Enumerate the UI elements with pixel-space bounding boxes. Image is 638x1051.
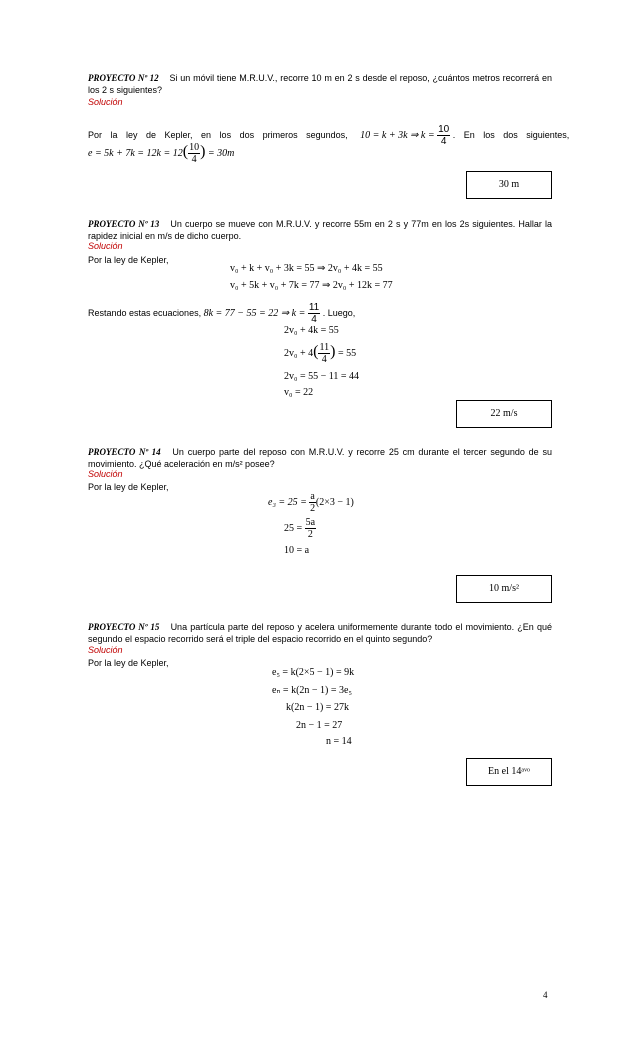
p12-label: PROYECTO Nº 12 [88,73,159,83]
p12-text2: . En los dos siguientes, [452,129,570,140]
p13-step3: 2v₀ = 55 − 11 = 44 [284,371,360,382]
p15-intro: Por la ley de Kepler, [88,658,169,668]
p12-eq1: 10 = k + 3k ⇒ k = [360,129,435,141]
p14-eq3: 10 = a [284,545,310,556]
p13-label: PROYECTO Nº 13 [88,219,160,229]
p13-eq3: 8k = 77 − 55 = 22 ⇒ k = [203,307,306,319]
p12-fraction: $\frac{10}{4}$ [438,124,450,147]
p13-answer-box: 22 m/s [456,400,552,428]
p12-solution-label: Solución [88,97,123,107]
p15-step4: 2n − 1 = 27 [296,720,343,731]
p12-text1: Por la ley de Kepler, en los dos primeros segundos, [88,129,348,140]
p13-restando: Restando estas ecuaciones, [88,307,202,318]
p15-step2: eₙ = k(2n − 1) = 3e₅ [272,685,352,696]
p12-eq2: e = 5k + 7k = 12k = 12( $\frac{10}{4}$ ) = 30m [88,142,235,165]
page-number: 4 [543,990,548,1000]
p15-step5: n = 14 [326,736,352,747]
p13-eq1: v₀ + k + v₀ + 3k = 55 ⇒ 2v₀ + 4k = 55 [230,263,383,274]
p15-question [88,621,552,645]
p15-answer-box: En el 14ᵃᵛᵒ [466,758,552,786]
p12-answer-box: 30 m [466,171,552,199]
p13-step2: 2v₀ + 4( $\frac{11}{4}$ ) = 55 [284,342,357,365]
p14-eq1: e₃ = 25 = $\frac{a}{2}$ (2×3 − 1) [268,491,354,514]
p14-intro: Por la ley de Kepler, [88,482,169,492]
p15-question-text: Una partícula parte del reposo y acelera uniformemente durante todo el movimiento. ¿En qué segundo el espacio recorrido será el triple del espacio recorrido en el quinto segundo? [88,622,552,644]
p13-luego: . Luego, [322,307,356,318]
p13-intro: Por la ley de Kepler, [88,255,169,265]
p13-question [88,218,552,242]
p14-label: PROYECTO Nº 14 [88,447,161,457]
p15-solution-label: Solución [88,645,123,655]
p13-solution-label: Solución [88,241,123,251]
p13-question-text: Un cuerpo se mueve con M.R.U.V. y recorre 55m en 2 s y 77m en los 2s siguientes. Hallar la rapidez inicial en m/s de dicho cuerpo. [88,219,552,241]
p15-step1: e₅ = k(2×5 − 1) = 9k [272,667,355,678]
p15-step3: k(2n − 1) = 27k [286,702,349,713]
p15-label: PROYECTO Nº 15 [88,622,160,632]
p14-question [88,446,552,470]
p14-solution-label: Solución [88,469,123,479]
p12-question [88,72,552,96]
p12-question-text: Si un móvil tiene M.R.U.V., recorre 10 m en 2 s desde el reposo, ¿cuántos metros recorrerá en los 2 s siguientes? [88,73,552,95]
p13-eq2: v₀ + 5k + v₀ + 7k = 77 ⇒ 2v₀ + 12k = 77 [230,280,393,291]
p14-eq2: 25 = $\frac{5a}{2}$ [284,517,316,540]
p13-fraction: $\frac{11}{4}$ [308,302,320,325]
p13-step4: v₀ = 22 [284,387,314,398]
p14-answer-box: 10 m/s² [456,575,552,603]
p13-step1: 2v₀ + 4k = 55 [284,325,339,336]
p13-line3 [88,302,355,325]
p14-question-text: Un cuerpo parte del reposo con M.R.U.V. y recorre 25 cm durante el tercer segundo de su movimiento. ¿Qué aceleración en m/s² posee? [88,447,552,469]
